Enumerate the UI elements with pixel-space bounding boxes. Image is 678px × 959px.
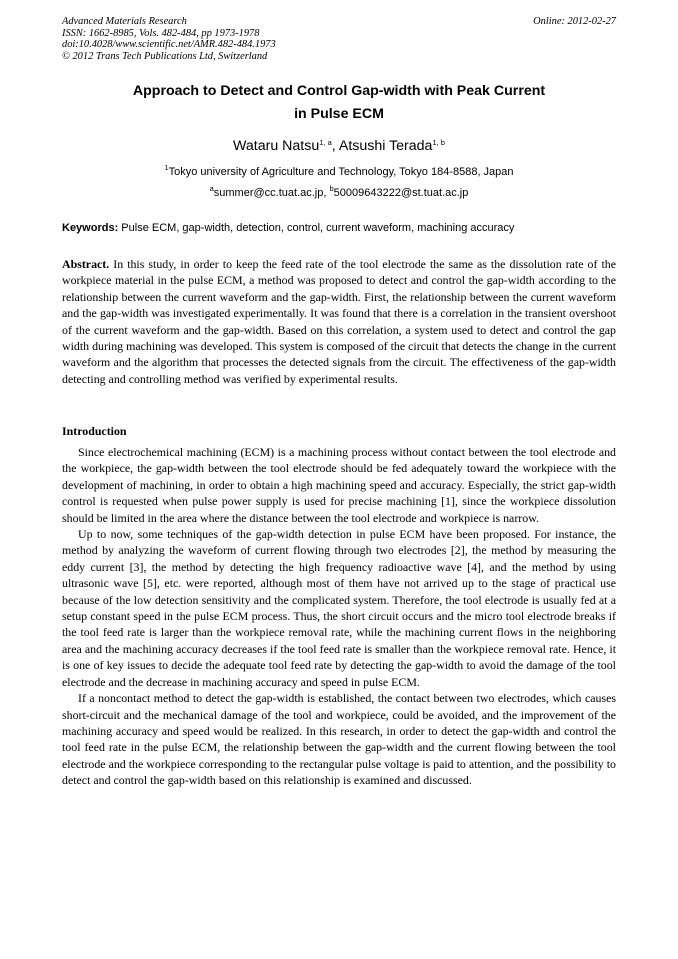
intro-paragraph-1: Since electrochemical machining (ECM) is a machining process without contact between the tool electrode and the workpiece, the gap-width between the tool electrode should be fed adequately toward the workpiece with the development of machining, in order to obtain a high machining speed and accuracy. Especially, the strict gap-width control is requested when pulse power supply is used for precise machining [1], since the workpiece dissolution should be limited in the area where the distance between the tool electrode and workpiece is narrow. bbox=[62, 445, 616, 525]
keywords-text: Pulse ECM, gap-width, detection, control, current waveform, machining accuracy bbox=[118, 222, 515, 234]
introduction-body bbox=[62, 444, 616, 789]
abstract-label: Abstract. bbox=[62, 257, 110, 271]
paper-title bbox=[62, 80, 616, 126]
abstract bbox=[62, 256, 616, 387]
title-line-1: Approach to Detect and Control Gap-width with Peak Current bbox=[132, 83, 546, 99]
intro-paragraph-3: If a noncontact method to detect the gap-width is established, the contact between two electrodes, which causes short-circuit and the mechanical damage of the tool and workpiece, could be avoided, and the improvement of the machining accuracy and speed would be realized. In this research, in order to detect the gap-width and control the tool feed rate in the pulse ECM, the relationship between the gap-width and the current flowing between the tool electrode and the workpiece corresponding to the rectangular pulse voltage is paid to attention, and the possibility to detect and control the gap-width based on this relationship is examined and discussed. bbox=[62, 691, 616, 788]
affiliation-text: Tokyo university of Agriculture and Technology, Tokyo 184-8588, Japan bbox=[168, 166, 514, 178]
keywords-label: Keywords: bbox=[62, 222, 119, 234]
keywords bbox=[62, 220, 616, 236]
email-a-marker: a bbox=[209, 184, 214, 193]
author-2-affil: 1, b bbox=[432, 138, 445, 147]
author-1: Wataru Natsu bbox=[233, 138, 320, 154]
journal-name: Advanced Materials Research bbox=[62, 16, 187, 27]
email-b-marker: b bbox=[329, 184, 334, 193]
copyright-line: © 2012 Trans Tech Publications Ltd, Switzerland bbox=[62, 50, 268, 62]
email-b: 50009643222@st.tuat.ac.jp bbox=[333, 187, 469, 199]
author-2: Atsushi Terada bbox=[338, 138, 433, 154]
affiliation bbox=[62, 162, 616, 182]
author-1-affil: 1, a bbox=[319, 138, 332, 147]
journal-header bbox=[62, 16, 616, 62]
email-a: summer@cc.tuat.ac.jp, bbox=[213, 187, 330, 199]
title-line-2: in Pulse ECM bbox=[294, 106, 384, 122]
abstract-text: In this study, in order to keep the feed rate of the tool electrode the same as the dissolution rate of the workpiece material in the pulse ECM, a method was proposed to detect and control the gap-width according to the relationship between the current waveform and the gap-width. First, the relationship between the current waveform and the gap-width was investigated experimentally. It was found that there is a correlation in the transient overshoot of the current waveform and the gap-width. Based on this correlation, a system used to detect and control the gap width during machining was developed. This system is composed of the circuit that detects the change in the current waveform and the algorithm that processes the detected signals from the circuit. The effectiveness of the gap-width detecting and controlling method was verified by experimental results. bbox=[62, 257, 616, 386]
author-separator: , bbox=[331, 138, 339, 154]
affiliation-marker: 1 bbox=[164, 163, 169, 172]
doi-line: doi:10.4028/www.scientific.net/AMR.482-484.1973 bbox=[62, 39, 276, 50]
issn-line: ISSN: 1662-8985, Vols. 482-484, pp 1973-1978 bbox=[62, 27, 260, 39]
online-date: Online: 2012-02-27 bbox=[533, 16, 616, 27]
author-emails bbox=[62, 184, 616, 202]
intro-paragraph-2: Up to now, some techniques of the gap-width detection in pulse ECM have been proposed. For instance, the method by analyzing the waveform of current flowing through two electrodes [2], the method by measuring the eddy current [3], the method by detecting the high frequency radioactive wave [4], and the method by using ultrasonic wave [5], etc. were reported, although most of them have not arrived up to the stage of practical use because of the low detection sensitivity and the complicated system. Therefore, the tool electrode is usually fed at a setup constant speed in the pulse ECM process. Thus, the short circuit occurs and the micro tool electrode breaks if the tool feed rate is larger than the workpiece removal rate, while the machining current flows in the neighboring area and the machining accuracy decreases if the tool feed rate is smaller than the workpiece removal rate. Hence, it is one of key issues to decide the adequate tool feed rate by detecting the gap-width to avoid the damage of the tool electrode and the decrease in machining accuracy and speed in pulse ECM. bbox=[62, 527, 616, 689]
author-list bbox=[62, 136, 616, 156]
section-heading-introduction: Introduction bbox=[62, 424, 127, 438]
